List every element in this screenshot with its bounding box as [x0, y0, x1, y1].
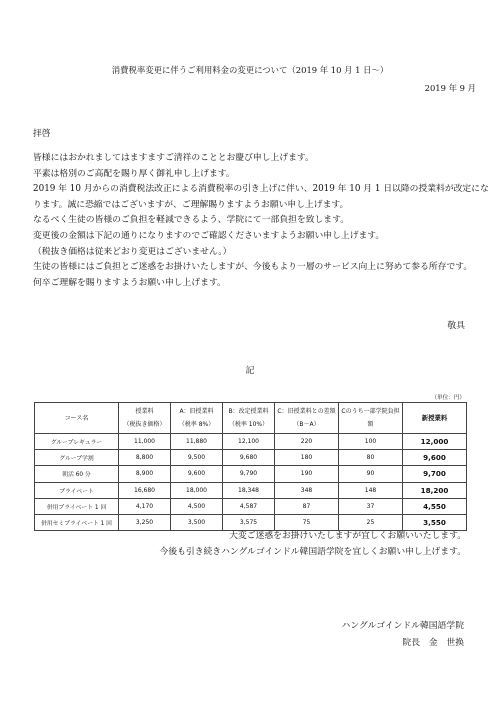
cell-difference: 180: [275, 450, 339, 466]
table-row: [35, 466, 467, 482]
cell-tuition: 4,170: [119, 498, 171, 514]
cell-course: グループ学割: [35, 450, 119, 466]
fee-table: [34, 402, 467, 531]
closing-line: 今後も引き続きハングルゴインドル韓国語学院を宜しくお願い申し上げます。: [159, 547, 466, 557]
table-row: [35, 482, 467, 498]
cell-old-fee: 9,600: [171, 466, 223, 482]
school-name: ハングルゴインドル韓国語学院: [341, 621, 464, 631]
body-line: 変更後の金額は下記の通りになりますのでご確認くださいますようお願い申し上げます。: [33, 230, 385, 241]
closing-line: 大変ご迷惑をお掛けいたしますが宜しくお願いいたします。: [229, 531, 466, 541]
col-header-school-burden: Cのうち一部学院負担額: [339, 403, 403, 434]
cell-tuition: 3,250: [119, 514, 171, 530]
cell-school-burden: 90: [339, 466, 403, 482]
cell-difference: 87: [275, 498, 339, 514]
cell-revised-fee: 4,587: [223, 498, 275, 514]
closing-keigu: 敬具: [447, 321, 465, 331]
cell-course: 朝活 60 分: [35, 466, 119, 482]
cell-revised-fee: 3,575: [223, 514, 275, 530]
body-line: 何卒ご理解を賜りますようお願い申し上げます。: [33, 277, 226, 288]
cell-tuition: 11,000: [119, 434, 171, 450]
cell-new-fee: 3,550: [403, 514, 467, 530]
body-line: なるべく生徒の皆様のご負担を軽減できるよう、学院にて一部負担を致します。: [33, 215, 349, 226]
director-signature: 院長 金 世换: [402, 638, 464, 648]
body-line: （税抜き価格は従来どおり変更はございません。）: [33, 246, 232, 257]
cell-school-burden: 37: [339, 498, 403, 514]
col-header-revised-fee: B：改定授業料 （税率 10%）: [223, 403, 275, 434]
cell-new-fee: 9,700: [403, 466, 467, 482]
body-text: [33, 151, 489, 291]
cell-old-fee: 18,000: [171, 482, 223, 498]
cell-course: 併用セミプライベート 1 回: [35, 514, 119, 530]
cell-old-fee: 3,500: [171, 514, 223, 530]
cell-difference: 75: [275, 514, 339, 530]
cell-school-burden: 148: [339, 482, 403, 498]
cell-difference: 190: [275, 466, 339, 482]
cell-old-fee: 11,880: [171, 434, 223, 450]
col-header-difference: C：旧授業料との差額 （B－A）: [275, 403, 339, 434]
cell-course: プライベート: [35, 482, 119, 498]
cell-old-fee: 9,500: [171, 450, 223, 466]
closing-remarks: [160, 528, 467, 560]
table-row: [35, 434, 467, 450]
body-line: 平素は格別のご高配を賜り厚く御礼申し上げます。: [33, 168, 235, 179]
cell-new-fee: 4,550: [403, 498, 467, 514]
col-header-tuition: 授業料 （税抜き価格）: [119, 403, 171, 434]
cell-school-burden: 100: [339, 434, 403, 450]
cell-course: グループレギュラー: [35, 434, 119, 450]
greeting-haikei: 拝啓: [33, 129, 51, 139]
body-line: 皆様にはおかれましてはますますご清祥のこととお慶び申し上げます。: [33, 153, 314, 163]
cell-course: 併用プライベート 1 回: [35, 498, 119, 514]
cell-tuition: 8,800: [119, 450, 171, 466]
col-header-old-fee: A：旧授業料 （税率 8%）: [171, 403, 223, 434]
table-header-row: [35, 403, 467, 434]
body-line: 生徒の皆様にはご負担とご迷惑をお掛けいたしますが、今後もより一層のサービス向上に努めて参る所存です。: [33, 262, 473, 273]
notice-date: 2019 年 9 月: [424, 83, 476, 93]
cell-new-fee: 9,600: [403, 450, 467, 466]
cell-revised-fee: 12,100: [223, 434, 275, 450]
cell-new-fee: 18,200: [403, 482, 467, 498]
cell-tuition: 8,900: [119, 466, 171, 482]
col-header-new-fee: 新授業料: [403, 403, 467, 434]
cell-revised-fee: 9,680: [223, 450, 275, 466]
table-row: [35, 498, 467, 514]
table-row: [35, 450, 467, 466]
col-header-course: コース名: [35, 403, 119, 434]
cell-revised-fee: 18,348: [223, 482, 275, 498]
cell-school-burden: 80: [339, 450, 403, 466]
cell-difference: 348: [275, 482, 339, 498]
cell-revised-fee: 9,790: [223, 466, 275, 482]
cell-school-burden: 25: [339, 514, 403, 530]
body-line: 2019 年 10 月からの消費税法改正による消費税率の引き上げに伴い、2019 年 10 月 1 日以降の授業料が改定にな: [33, 184, 489, 195]
unit-note: （単位：円）: [431, 395, 465, 401]
body-line: ります。誠に恐縮ではございますが、ご理解賜りますようお願い申し上げます。: [33, 199, 349, 210]
cell-difference: 220: [275, 434, 339, 450]
cell-tuition: 16,680: [119, 482, 171, 498]
notice-title: 消費税率変更に伴うご利用料金の変更について（2019 年 10 月 1 日～）: [111, 65, 389, 75]
cell-new-fee: 12,000: [403, 434, 467, 450]
cell-old-fee: 4,500: [171, 498, 223, 514]
ki-heading: 記: [245, 366, 255, 376]
